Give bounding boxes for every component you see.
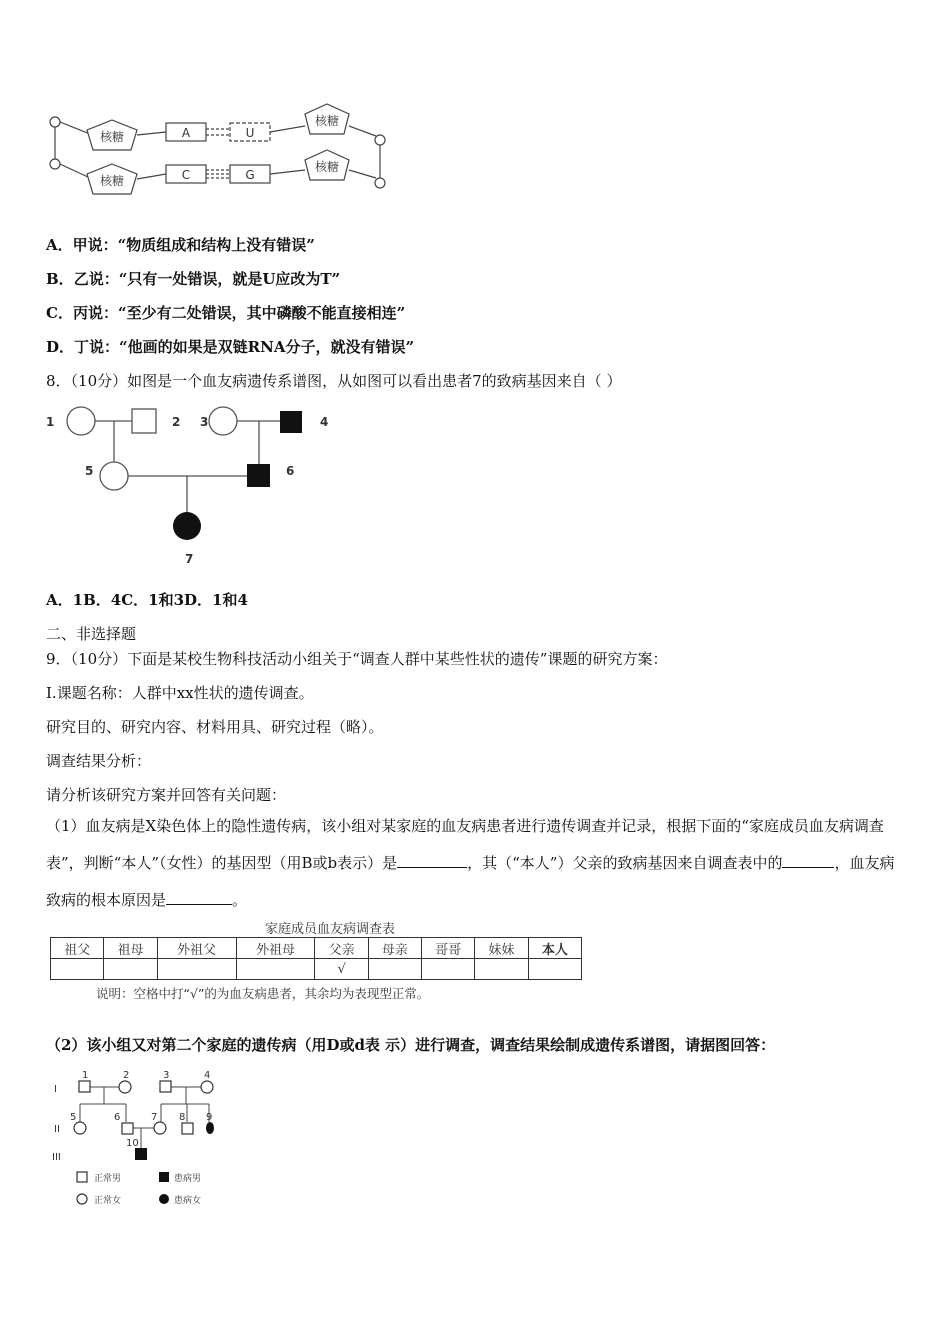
generation-label: III — [52, 1152, 61, 1163]
id-label: 7 — [151, 1112, 158, 1123]
generation-label: I — [54, 1084, 57, 1095]
q8-options: A．1B．4C．1和3D．1和4 — [46, 591, 248, 609]
label-5: 5 — [85, 464, 94, 478]
legend-affected-female-icon — [159, 1194, 169, 1204]
individual-4-affected-male — [280, 411, 302, 433]
table-header: 外祖母 — [236, 938, 315, 959]
label-4: 4 — [320, 415, 329, 429]
table-header: 外祖父 — [157, 938, 236, 959]
p2-individual-8-normal-male — [182, 1123, 193, 1134]
table-header: 祖父 — [51, 938, 104, 959]
q7-option-d: D．丁说：“他画的如果是双链RNA分子，就没有错误” — [46, 338, 415, 356]
id-label: 3 — [163, 1070, 170, 1081]
p2-individual-4-normal-female — [201, 1081, 213, 1093]
table-cell — [236, 959, 315, 980]
q9-topic: I.课题名称：人群中xx性状的遗传调查。 — [46, 684, 314, 702]
p2-individual-6-normal-male — [122, 1123, 133, 1134]
q9-instruction: 请分析该研究方案并回答有关问题： — [46, 786, 287, 804]
table-cell — [157, 959, 236, 980]
label-7: 7 — [185, 552, 194, 566]
label-3: 3 — [200, 415, 209, 429]
hemophilia-pedigree — [40, 398, 350, 573]
base-u: U — [245, 126, 255, 140]
table-header: 母亲 — [368, 938, 421, 959]
individual-6-affected-male — [247, 464, 270, 487]
label-6: 6 — [286, 464, 295, 478]
id-label: 5 — [70, 1112, 77, 1123]
individual-7-affected-female — [173, 512, 201, 540]
p2-individual-5-normal-female — [74, 1122, 86, 1134]
label-1: 1 — [46, 415, 55, 429]
individual-5-normal-female — [100, 462, 128, 490]
p2-individual-10-affected-male — [135, 1148, 147, 1160]
q7-option-b: B．乙说：“只有一处错误，就是U应改为T” — [46, 270, 341, 288]
base-a: A — [181, 126, 191, 140]
q9-result-title: 调查结果分析： — [46, 752, 152, 770]
legend-affected-male-icon — [159, 1172, 169, 1182]
id-label: 9 — [206, 1112, 213, 1123]
table-cell — [368, 959, 421, 980]
table-header: 本人 — [528, 938, 581, 959]
family-survey-table — [50, 937, 582, 980]
table-cell — [422, 959, 475, 980]
id-label: 1 — [82, 1070, 89, 1081]
p2-individual-9-affected-female — [206, 1122, 214, 1134]
p2-individual-3-normal-male — [160, 1081, 171, 1092]
base-c: C — [181, 168, 191, 182]
id-label: 2 — [123, 1070, 130, 1081]
section-title: 二、非选择题 — [46, 625, 137, 643]
p2-individual-7-normal-female — [154, 1122, 166, 1134]
q9-stem: 9．（10分）下面是某校生物科技活动小组关于“调查人群中某些性状的遗传”课题的研究方案： — [46, 650, 668, 668]
id-label: 6 — [114, 1112, 121, 1123]
answer-blank-source[interactable] — [782, 851, 834, 868]
answer-blank-genotype[interactable] — [397, 851, 467, 868]
id-label: 10 — [126, 1138, 139, 1149]
q9-content: 研究目的、研究内容、材料用具、研究过程（略）。 — [46, 718, 384, 736]
answer-blank-cause[interactable] — [166, 888, 232, 905]
generation-label: II — [54, 1124, 60, 1135]
table-header: 妹妹 — [475, 938, 528, 959]
table-cell — [475, 959, 528, 980]
q8-stem: 8．（10分）如图是一个血友病遗传系谱图，从如图可以看出患者7的致病基因来自（ ） — [46, 372, 622, 390]
table-cell: √ — [315, 959, 368, 980]
q7-option-a: A．甲说：“物质组成和结构上没有错误” — [46, 236, 315, 254]
table-cell — [51, 959, 104, 980]
table-header: 父亲 — [315, 938, 368, 959]
sugar-label: 核糖 — [314, 160, 340, 174]
individual-1-normal-female — [67, 407, 95, 435]
q9-part1: （1）血友病是X染色体上的隐性遗传病，该小组对某家庭的血友病患者进行遗传调查并记录，根据下面的“家庭成员血友病调查表”，判断“本人”（女性）的基因型（用B或b表示）是 ，其（“本人”）父亲的致病基因来自调查表中的 ，血友病致病的根本原因是 。 — [46, 817, 895, 909]
survey-table-note: 说明：空格中打“√”的为血友病患者，其余均为表现型正常。 — [96, 986, 430, 1001]
individual-3-normal-female — [209, 407, 237, 435]
id-label: 4 — [204, 1070, 211, 1081]
legend-affected-male-label: 患病男 — [174, 1174, 202, 1184]
survey-table-title: 家庭成员血友病调查表 — [265, 922, 396, 937]
sugar-label: 核糖 — [99, 174, 125, 188]
sugar-label: 核糖 — [314, 114, 340, 128]
rna-structure-figure — [40, 98, 400, 198]
family-pedigree-2 — [46, 1068, 246, 1218]
p2-individual-2-normal-female — [119, 1081, 131, 1093]
table-header: 祖母 — [104, 938, 157, 959]
legend-normal-male-label: 正常男 — [94, 1174, 122, 1184]
p2-individual-1-normal-male — [79, 1081, 90, 1092]
individual-2-normal-male — [132, 409, 156, 433]
label-2: 2 — [172, 415, 181, 429]
table-cell — [528, 959, 581, 980]
q7-option-c: C．丙说：“至少有二处错误，其中磷酸不能直接相连” — [46, 304, 406, 322]
legend-normal-male-icon — [77, 1172, 87, 1182]
legend-normal-female-label: 正常女 — [94, 1196, 122, 1206]
base-g: G — [245, 168, 255, 182]
q9-part2: （2）该小组又对第二个家庭的遗传病（用D或d表 示）进行调查，调查结果绘制成遗传系谱图，请据图回答： — [46, 1036, 776, 1054]
id-label: 8 — [179, 1112, 186, 1123]
sugar-label: 核糖 — [99, 130, 125, 144]
legend-normal-female-icon — [77, 1194, 87, 1204]
table-cell — [104, 959, 157, 980]
legend-affected-female-label: 患病女 — [174, 1196, 202, 1206]
table-header: 哥哥 — [422, 938, 475, 959]
